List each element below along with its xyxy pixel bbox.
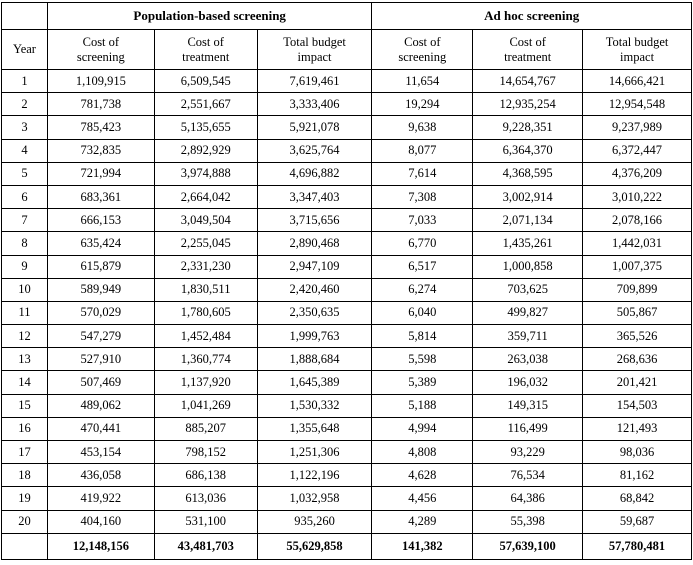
year-cell: 19 (2, 487, 48, 510)
header-line: screening (398, 49, 447, 64)
table-row (2, 209, 692, 232)
value-cell: 5,921,078 (257, 116, 372, 139)
value-cell: 3,625,764 (257, 139, 372, 162)
value-cell: 2,664,042 (154, 185, 257, 208)
value-cell: 2,551,667 (154, 93, 257, 116)
value-cell: 1,780,605 (154, 301, 257, 324)
value-cell: 570,029 (47, 301, 154, 324)
table-row (2, 394, 692, 417)
value-cell: 4,376,209 (583, 162, 692, 185)
value-cell: 1,442,031 (583, 232, 692, 255)
table-row (2, 487, 692, 510)
table-row (2, 185, 692, 208)
value-cell: 1,530,332 (257, 394, 372, 417)
value-cell: 121,493 (583, 417, 692, 440)
value-cell: 3,049,504 (154, 209, 257, 232)
year-cell: 14 (2, 371, 48, 394)
value-cell: 1,360,774 (154, 348, 257, 371)
value-cell: 4,289 (372, 510, 473, 533)
value-cell: 1,007,375 (583, 255, 692, 278)
value-cell: 1,888,684 (257, 348, 372, 371)
value-cell: 2,331,230 (154, 255, 257, 278)
totals-row (2, 533, 692, 559)
value-cell: 683,361 (47, 185, 154, 208)
value-cell: 2,420,460 (257, 278, 372, 301)
value-cell: 470,441 (47, 417, 154, 440)
value-cell: 703,625 (473, 278, 583, 301)
value-cell: 7,614 (372, 162, 473, 185)
budget-impact-table (1, 2, 692, 560)
value-cell: 589,949 (47, 278, 154, 301)
value-cell: 4,628 (372, 464, 473, 487)
value-cell: 527,910 (47, 348, 154, 371)
year-cell: 3 (2, 116, 48, 139)
value-cell: 3,347,403 (257, 185, 372, 208)
value-cell: 5,598 (372, 348, 473, 371)
value-cell: 1,109,915 (47, 70, 154, 93)
value-cell: 1,452,484 (154, 325, 257, 348)
value-cell: 1,435,261 (473, 232, 583, 255)
value-cell: 3,010,222 (583, 185, 692, 208)
year-cell: 2 (2, 93, 48, 116)
pop-cost-screening-header (47, 30, 154, 70)
table-row (2, 325, 692, 348)
year-cell: 16 (2, 417, 48, 440)
value-cell: 3,715,656 (257, 209, 372, 232)
value-cell: 68,842 (583, 487, 692, 510)
totals-cell: 141,382 (372, 533, 473, 559)
value-cell: 635,424 (47, 232, 154, 255)
value-cell: 419,922 (47, 487, 154, 510)
value-cell: 9,228,351 (473, 116, 583, 139)
value-cell: 201,421 (583, 371, 692, 394)
value-cell: 81,162 (583, 464, 692, 487)
value-cell: 489,062 (47, 394, 154, 417)
value-cell: 6,372,447 (583, 139, 692, 162)
value-cell: 1,032,958 (257, 487, 372, 510)
value-cell: 935,260 (257, 510, 372, 533)
value-cell: 1,041,269 (154, 394, 257, 417)
value-cell: 7,619,461 (257, 70, 372, 93)
header-line: Cost of (82, 34, 120, 49)
table-row (2, 510, 692, 533)
value-cell: 19,294 (372, 93, 473, 116)
header-line: impact (620, 49, 655, 64)
table-row (2, 139, 692, 162)
table-row (2, 162, 692, 185)
adhoc-cost-treatment-header (473, 30, 583, 70)
value-cell: 499,827 (473, 301, 583, 324)
value-cell: 7,308 (372, 185, 473, 208)
adhoc-total-header (583, 30, 692, 70)
value-cell: 2,255,045 (154, 232, 257, 255)
value-cell: 12,954,548 (583, 93, 692, 116)
year-cell: 18 (2, 464, 48, 487)
header-line: treatment (504, 49, 552, 64)
totals-cell: 57,639,100 (473, 533, 583, 559)
value-cell: 4,456 (372, 487, 473, 510)
value-cell: 9,638 (372, 116, 473, 139)
value-cell: 2,892,929 (154, 139, 257, 162)
year-cell: 12 (2, 325, 48, 348)
value-cell: 12,935,254 (473, 93, 583, 116)
value-cell: 8,077 (372, 139, 473, 162)
value-cell: 2,890,468 (257, 232, 372, 255)
table-row (2, 417, 692, 440)
value-cell: 721,994 (47, 162, 154, 185)
totals-cell: 43,481,703 (154, 533, 257, 559)
totals-cell: 57,780,481 (583, 533, 692, 559)
value-cell: 2,071,134 (473, 209, 583, 232)
value-cell: 196,032 (473, 371, 583, 394)
value-cell: 263,038 (473, 348, 583, 371)
table-row (2, 116, 692, 139)
value-cell: 4,994 (372, 417, 473, 440)
value-cell: 1,355,648 (257, 417, 372, 440)
value-cell: 1,251,306 (257, 441, 372, 464)
year-header: Year (2, 30, 48, 70)
value-cell: 4,808 (372, 441, 473, 464)
value-cell: 1,122,196 (257, 464, 372, 487)
header-line: Cost of (509, 34, 546, 49)
value-cell: 709,899 (583, 278, 692, 301)
value-cell: 785,423 (47, 116, 154, 139)
header-line: Cost of (404, 34, 441, 49)
year-cell: 4 (2, 139, 48, 162)
table-row (2, 301, 692, 324)
value-cell: 1,137,920 (154, 371, 257, 394)
year-cell: 11 (2, 301, 48, 324)
value-cell: 6,517 (372, 255, 473, 278)
value-cell: 55,398 (473, 510, 583, 533)
value-cell: 14,666,421 (583, 70, 692, 93)
totals-cell: 12,148,156 (47, 533, 154, 559)
value-cell: 613,036 (154, 487, 257, 510)
value-cell: 93,229 (473, 441, 583, 464)
value-cell: 98,036 (583, 441, 692, 464)
header-line: screening (76, 49, 125, 64)
value-cell: 11,654 (372, 70, 473, 93)
value-cell: 505,867 (583, 301, 692, 324)
value-cell: 359,711 (473, 325, 583, 348)
value-cell: 59,687 (583, 510, 692, 533)
value-cell: 149,315 (473, 394, 583, 417)
value-cell: 732,835 (47, 139, 154, 162)
year-cell: 15 (2, 394, 48, 417)
table-row (2, 255, 692, 278)
value-cell: 798,152 (154, 441, 257, 464)
value-cell: 4,696,882 (257, 162, 372, 185)
value-cell: 531,100 (154, 510, 257, 533)
value-cell: 5,188 (372, 394, 473, 417)
value-cell: 5,389 (372, 371, 473, 394)
value-cell: 1,645,389 (257, 371, 372, 394)
pop-cost-treatment-header (154, 30, 257, 70)
value-cell: 2,350,635 (257, 301, 372, 324)
table-row (2, 232, 692, 255)
year-cell: 9 (2, 255, 48, 278)
value-cell: 64,386 (473, 487, 583, 510)
table-row (2, 464, 692, 487)
value-cell: 9,237,989 (583, 116, 692, 139)
table-row (2, 348, 692, 371)
value-cell: 615,879 (47, 255, 154, 278)
value-cell: 116,499 (473, 417, 583, 440)
value-cell: 1,830,511 (154, 278, 257, 301)
year-cell: 6 (2, 185, 48, 208)
value-cell: 507,469 (47, 371, 154, 394)
value-cell: 365,526 (583, 325, 692, 348)
value-cell: 1,000,858 (473, 255, 583, 278)
value-cell: 885,207 (154, 417, 257, 440)
value-cell: 453,154 (47, 441, 154, 464)
year-cell: 1 (2, 70, 48, 93)
value-cell: 6,509,545 (154, 70, 257, 93)
header-line: treatment (182, 49, 230, 64)
header-line: impact (297, 49, 332, 64)
value-cell: 5,135,655 (154, 116, 257, 139)
value-cell: 154,503 (583, 394, 692, 417)
value-cell: 4,368,595 (473, 162, 583, 185)
year-cell: 7 (2, 209, 48, 232)
year-cell: 10 (2, 278, 48, 301)
totals-cell (2, 533, 48, 559)
value-cell: 781,738 (47, 93, 154, 116)
year-cell: 17 (2, 441, 48, 464)
value-cell: 547,279 (47, 325, 154, 348)
value-cell: 5,814 (372, 325, 473, 348)
value-cell: 436,058 (47, 464, 154, 487)
value-cell: 14,654,767 (473, 70, 583, 93)
adhoc-cost-screening-header (372, 30, 473, 70)
year-cell: 20 (2, 510, 48, 533)
value-cell: 3,974,888 (154, 162, 257, 185)
value-cell: 6,770 (372, 232, 473, 255)
value-cell: 6,274 (372, 278, 473, 301)
year-cell: 8 (2, 232, 48, 255)
value-cell: 7,033 (372, 209, 473, 232)
table-row (2, 93, 692, 116)
value-cell: 404,160 (47, 510, 154, 533)
header-line: Total budget (605, 34, 669, 49)
year-cell: 5 (2, 162, 48, 185)
value-cell: 666,153 (47, 209, 154, 232)
value-cell: 2,078,166 (583, 209, 692, 232)
value-cell: 6,364,370 (473, 139, 583, 162)
value-cell: 1,999,763 (257, 325, 372, 348)
table-row (2, 371, 692, 394)
header-line: Total budget (283, 34, 346, 49)
pop-total-header (257, 30, 372, 70)
header-line: Cost of (187, 34, 224, 49)
corner-cell (2, 3, 48, 30)
value-cell: 268,636 (583, 348, 692, 371)
table-row (2, 70, 692, 93)
value-cell: 2,947,109 (257, 255, 372, 278)
value-cell: 76,534 (473, 464, 583, 487)
table-row (2, 441, 692, 464)
ad-hoc-header: Ad hoc screening (372, 3, 692, 30)
population-based-header: Population-based screening (47, 3, 372, 30)
table-row (2, 278, 692, 301)
value-cell: 6,040 (372, 301, 473, 324)
year-cell: 13 (2, 348, 48, 371)
value-cell: 3,333,406 (257, 93, 372, 116)
totals-cell: 55,629,858 (257, 533, 372, 559)
value-cell: 3,002,914 (473, 185, 583, 208)
value-cell: 686,138 (154, 464, 257, 487)
